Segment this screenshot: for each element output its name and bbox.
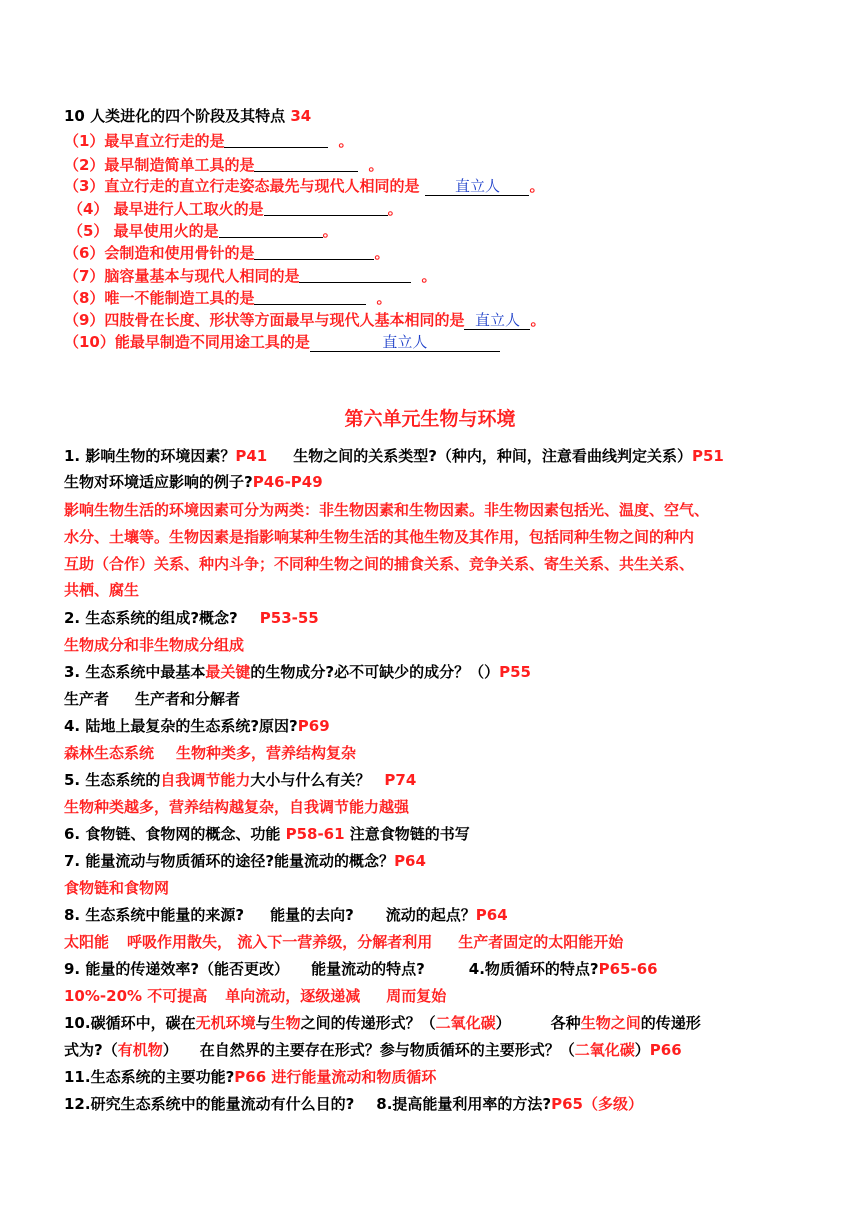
unit6-q11: 11.生态系统的主要功能?P66 进行能量流动和物质循环: [64, 1068, 437, 1086]
unit6-a1-line2: 水分、土壤等。生物因素是指影响某种生物生活的其他生物及其作用，包括同种生物之间的种内: [64, 528, 695, 546]
sec10-q2: （2）最早制造简单工具的是 。: [64, 156, 384, 174]
unit6-a2: 生物成分和非生物成分组成: [64, 636, 245, 654]
unit6-a5: 生物种类越多，营养结构越复杂，自我调节能力越强: [64, 798, 410, 816]
sec10-q5: （5） 最早使用火的是 。: [68, 222, 338, 240]
unit6-q10-line2: 式为?（有机物） 在自然界的主要存在形式？参与物质循环的主要形式？（二氧化碳）P66: [64, 1041, 682, 1059]
sec10-heading: 10 人类进化的四个阶段及其特点 34: [64, 107, 312, 125]
unit6-a8: 太阳能 呼吸作用散失， 流入下一营养级，分解者利用 生产者固定的太阳能开始: [64, 933, 624, 951]
sec10-q10: （10）能最早制造不同用途工具的是 直立人: [64, 332, 500, 352]
unit6-a9: 10%-20% 不可提高 单向流动，逐级递减 周而复始: [64, 987, 447, 1005]
unit6-a1-line1: 影响生物生活的环境因素可分为两类：非生物因素和生物因素。非生物因素包括光、温度、空气、: [64, 501, 710, 519]
unit6-q7: 7. 能量流动与物质循环的途径?能量流动的概念？P64: [64, 852, 426, 870]
answer-blank: [254, 156, 358, 172]
answer-filled: 直立人: [425, 177, 529, 196]
unit6-a1-line3: 互助（合作）关系、种内斗争；不同种生物之间的捕食关系、竞争关系、寄生关系、共生关系、: [64, 555, 695, 573]
unit6-q5: 5. 生态系统的自我调节能力大小与什么有关？ P74: [64, 771, 417, 789]
sec10-q8: （8）唯一不能制造工具的是 。: [64, 289, 392, 307]
unit6-q10-line1: 10.碳循环中，碳在无机环境与生物之间的传递形式？（二氧化碳） 各种生物之间的传递形: [64, 1014, 701, 1032]
answer-blank: [224, 132, 328, 148]
page-ref: 34: [290, 107, 312, 125]
unit6-q4: 4. 陆地上最复杂的生态系统?原因?P69: [64, 717, 330, 735]
sec10-q1: （1）最早直立行走的是 。: [64, 132, 354, 150]
unit-title: 第六单元生物与环境: [344, 408, 516, 430]
sec10-q3: （3）直立行走的直立行走姿态最先与现代人相同的是 直立人 。: [64, 177, 545, 195]
unit6-q9: 9. 能量的传递效率?（能否更改） 能量流动的特点? 4.物质循环的特点?P65-66: [64, 960, 658, 978]
answer-filled: 直立人: [464, 311, 530, 330]
unit6-q12: 12.研究生态系统中的能量流动有什么目的? 8.提高能量利用率的方法?P65（多级）: [64, 1095, 643, 1113]
sec10-q7: （7）脑容量基本与现代人相同的是 。: [64, 267, 437, 285]
unit6-a1-line4: 共栖、腐生: [64, 581, 140, 599]
sec10-q9: （9）四肢骨在长度、形状等方面最早与现代人基本相同的是 直立人 。: [64, 311, 546, 329]
answer-blank: [219, 222, 323, 238]
sec10-q4: （4） 最早进行人工取火的是 。: [68, 200, 403, 218]
unit6-q2: 2. 生态系统的组成?概念? P53-55: [64, 609, 319, 627]
unit6-a3: 生产者 生产者和分解者: [64, 690, 241, 708]
unit6-a7: 食物链和食物网: [64, 879, 170, 897]
unit6-q1: 1. 影响生物的环境因素？P41 生物之间的关系类型?（种内，种间，注意看曲线判定关系）P51: [64, 447, 724, 465]
unit6-q3: 3. 生态系统中最基本最关键的生物成分?必不可缺少的成分？（）P55: [64, 663, 531, 681]
unit6-q8: 8. 生态系统中能量的来源? 能量的去向? 流动的起点？P64: [64, 906, 508, 924]
answer-blank: [254, 289, 366, 305]
answer-blank: [254, 244, 374, 260]
sec10-q6: （6）会制造和使用骨针的是 。: [64, 244, 390, 262]
unit6-q6: 6. 食物链、食物网的概念、功能 P58-61 注意食物链的书写: [64, 825, 470, 843]
answer-blank: [264, 200, 388, 216]
answer-blank: [299, 267, 411, 283]
unit6-a4: 森林生态系统 生物种类多，营养结构复杂: [64, 744, 357, 762]
answer-filled: 直立人: [310, 333, 500, 352]
unit6-q1c: 生物对环境适应影响的例子?P46-P49: [64, 473, 323, 491]
